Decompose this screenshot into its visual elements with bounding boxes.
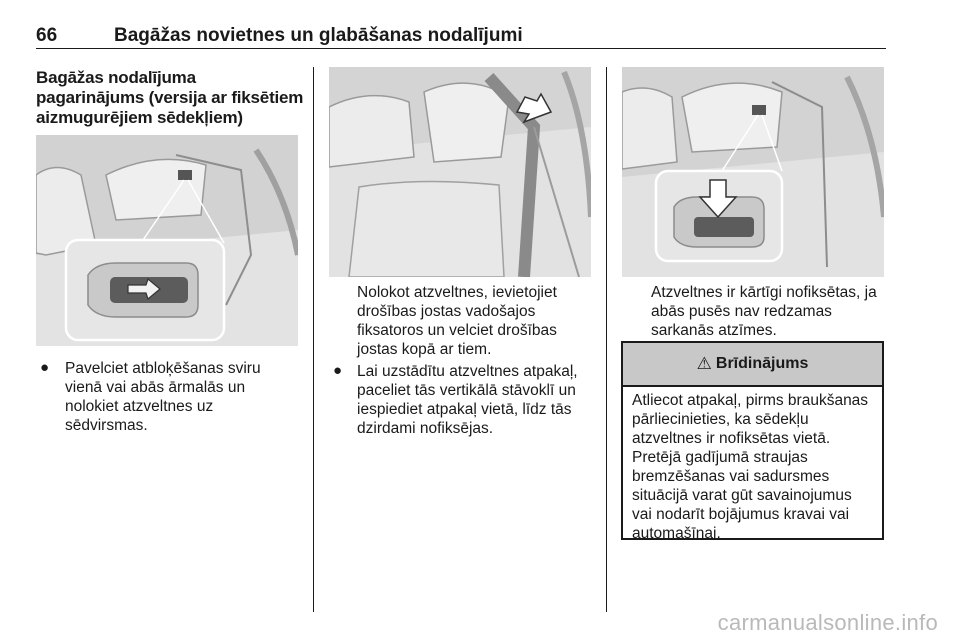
text-line: bremzēšanas vai sadursmes [632,468,830,485]
bullet-marker: ● [333,362,343,379]
col1-bullet-text [65,359,305,435]
text-line: Lai uzstādītu atzveltnes atpakaļ, [357,363,578,380]
section-title-line: aizmugurējiem sēdekļiem) [36,108,243,127]
warning-body [632,391,880,543]
page-number: 66 [36,25,58,46]
text-line: nolokiet atzveltnes uz [65,398,214,415]
text-line: atzveltnes ir nofiksētas vietā. [632,430,831,447]
figure-release-lever [36,135,298,346]
col2-paragraph [357,283,597,359]
warning-triangle-icon: ⚠ [696,354,712,373]
text-line: abās pusēs nav redzamas [651,303,832,320]
text-line: fiksatoros un velciet drošības [357,322,557,339]
col2-bullet-text [357,362,602,438]
text-line: vienā vai abās ārmalās un [65,379,246,396]
page-header [36,24,886,49]
warning-title: Brīdinājums [715,355,809,372]
warning-box [621,341,884,540]
warning-header [623,343,882,387]
text-line: Pretējā gadījumā straujas [632,449,808,466]
text-line: iespiediet atpakaļ vietā, līdz tās [357,401,572,418]
text-line: Nolokot atzveltnes, ievietojiet [357,284,557,301]
figure-seatbelt-guide [329,67,591,277]
text-line: vai nodarīt bojājumus kravai vai [632,506,850,523]
text-line: jostas kopā ar tiem. [357,341,492,358]
section-title [36,68,306,128]
text-line: paceliet tās vertikālā stāvoklī un [357,382,576,399]
column-divider-2 [606,67,607,612]
text-line: drošības jostas vadošajos [357,303,536,320]
header-title: Bagāžas novietnes un glabāšanas nodalījumi [114,25,523,46]
text-line: Pavelciet atbloķēšanas sviru [65,360,261,377]
section-title-line: Bagāžas nodalījuma [36,68,196,87]
text-line: pārliecinieties, ka sēdekļu [632,411,809,428]
text-line: dzirdami nofiksējas. [357,420,494,437]
text-line: sēdvirsmas. [65,417,148,434]
figure-lock-indicator [622,67,884,277]
text-line: situācijā varat gūt savainojumus [632,487,852,504]
text-line: Atzveltnes ir kārtīgi nofiksētas, ja [651,284,877,301]
text-line: automašīnai. [632,525,721,542]
bullet-marker: ● [40,359,50,376]
watermark: carmanualsonline.info [717,610,938,635]
col3-paragraph [651,283,891,340]
section-title-line: pagarinājums (versija ar fiksētiem [36,88,304,107]
text-line: sarkanās atzīmes. [651,322,777,339]
text-line: Atliecot atpakaļ, pirms braukšanas [632,392,869,409]
column-divider-1 [313,67,314,612]
